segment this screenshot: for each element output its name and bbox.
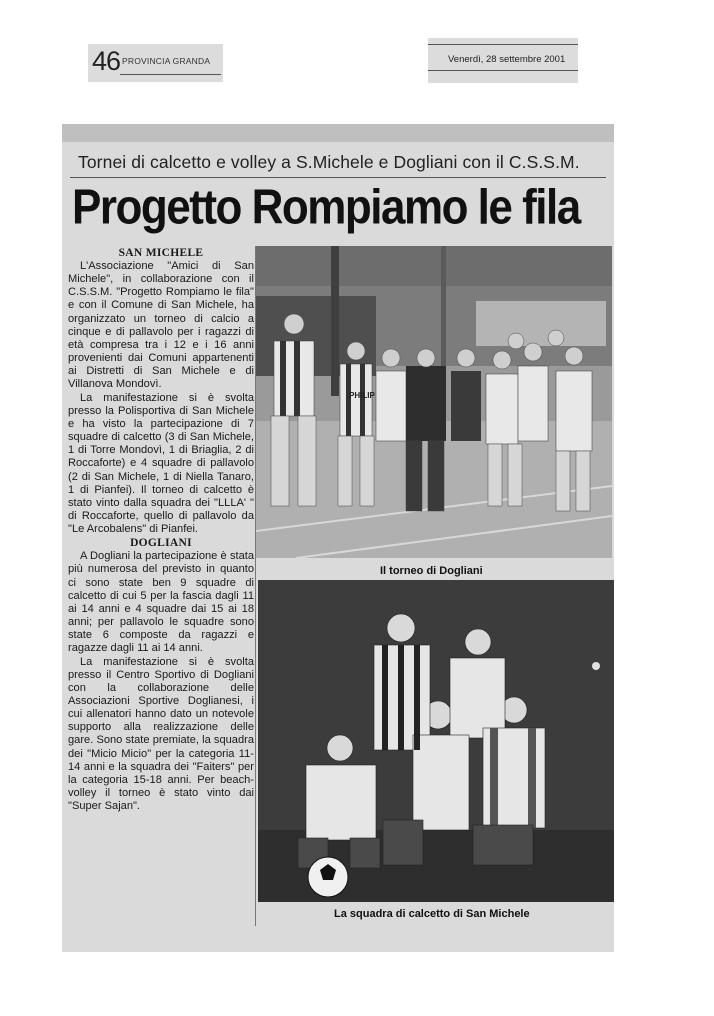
body-paragraph: La manifestazione si è svolta presso la Polisportiva di San Michele e ha visto la partecipazione di 7 squadre di calcetto (3 di San Michele, 1 di Torre Mondovì, 1 di Briaglia, 2 di Roccaforte) e 4 squadre di pallavolo (2 di San Michele, 1 di Niella Tanaro, 1 di Pianfei). Il torneo di calcetto è stato vinto dalla squadra dei "LLLA' " di Roccaforte, quello di pallavolo da "Le Arcobalens" di Pianfei. (68, 391, 254, 536)
header-rule (120, 74, 221, 75)
section-heading-san-michele: SAN MICHELE (118, 247, 204, 259)
subtitle-rule (70, 177, 606, 178)
header-date-strip (428, 38, 578, 83)
body-paragraph: L'Associazione "Amici di San Michele", in collaborazione con il C.S.S.M. "Progetto Rompiamo le fila" e con il Comune di San Michele, ha organizzato un torneo di calcio a cinque e di pallavolo per i ragazzi di età compresa tra i 12 e i 16 anni provenienti dai Comuni appartenenti ai Distretti di San Michele e di Villanova Mondovì. (68, 260, 254, 391)
team-photo-dogliani (256, 246, 612, 558)
publication-name: PROVINCIA GRANDA (122, 56, 211, 66)
photo-illustration (258, 580, 614, 902)
article-subtitle: Tornei di calcetto e volley a S.Michele e Dogliani con il C.S.S.M. (78, 152, 580, 172)
article-title: Progetto Rompiamo le fila (72, 180, 580, 235)
publication-date: Venerdì, 28 settembre 2001 (448, 54, 566, 65)
header-rule (428, 70, 578, 71)
header-page-strip (88, 44, 223, 82)
body-paragraph: La manifestazione si è svolta presso il Centro Sportivo di Dogliani con la collaborazione delle Associazioni Sportive Doglianesi, i cui allenatori hanno dato un notevole supporto alla realizzazione delle gare. Sono state premiate, la squadra dei "Micio Micio" per la categoria 11-14 anni e la squadra dei "Faiters" per la categoria 15-18 anni. Per beach-volley il torneo è stato vinto dai "Super Sajan". (68, 655, 254, 813)
newspaper-clipping (62, 124, 614, 952)
body-paragraph: A Dogliani la partecipazione è stata più numerosa del previsto in quanto ci sono state ben 9 squadre di calcetto di cui 5 per la fascia dagli 11 ai 14 anni e 4 squadre dai 15 ai 18 anni; per pallavolo le squadre sono state 6 composte da ragazzi e ragazze dagli 11 ai 14 anni. (68, 550, 254, 655)
article-body-column (68, 246, 254, 813)
photo-illustration (256, 246, 612, 558)
photo-caption-san-michele: La squadra di calcetto di San Michele (334, 908, 530, 920)
page-number: 46 (92, 46, 121, 76)
clipping-top-band (62, 124, 614, 142)
header-rule (428, 44, 578, 45)
jersey-text: PHILIP (349, 391, 375, 400)
section-heading-dogliani: DOGLIANI (130, 537, 192, 550)
photo-caption-dogliani: Il torneo di Dogliani (380, 565, 483, 577)
team-photo-san-michele (258, 580, 614, 902)
